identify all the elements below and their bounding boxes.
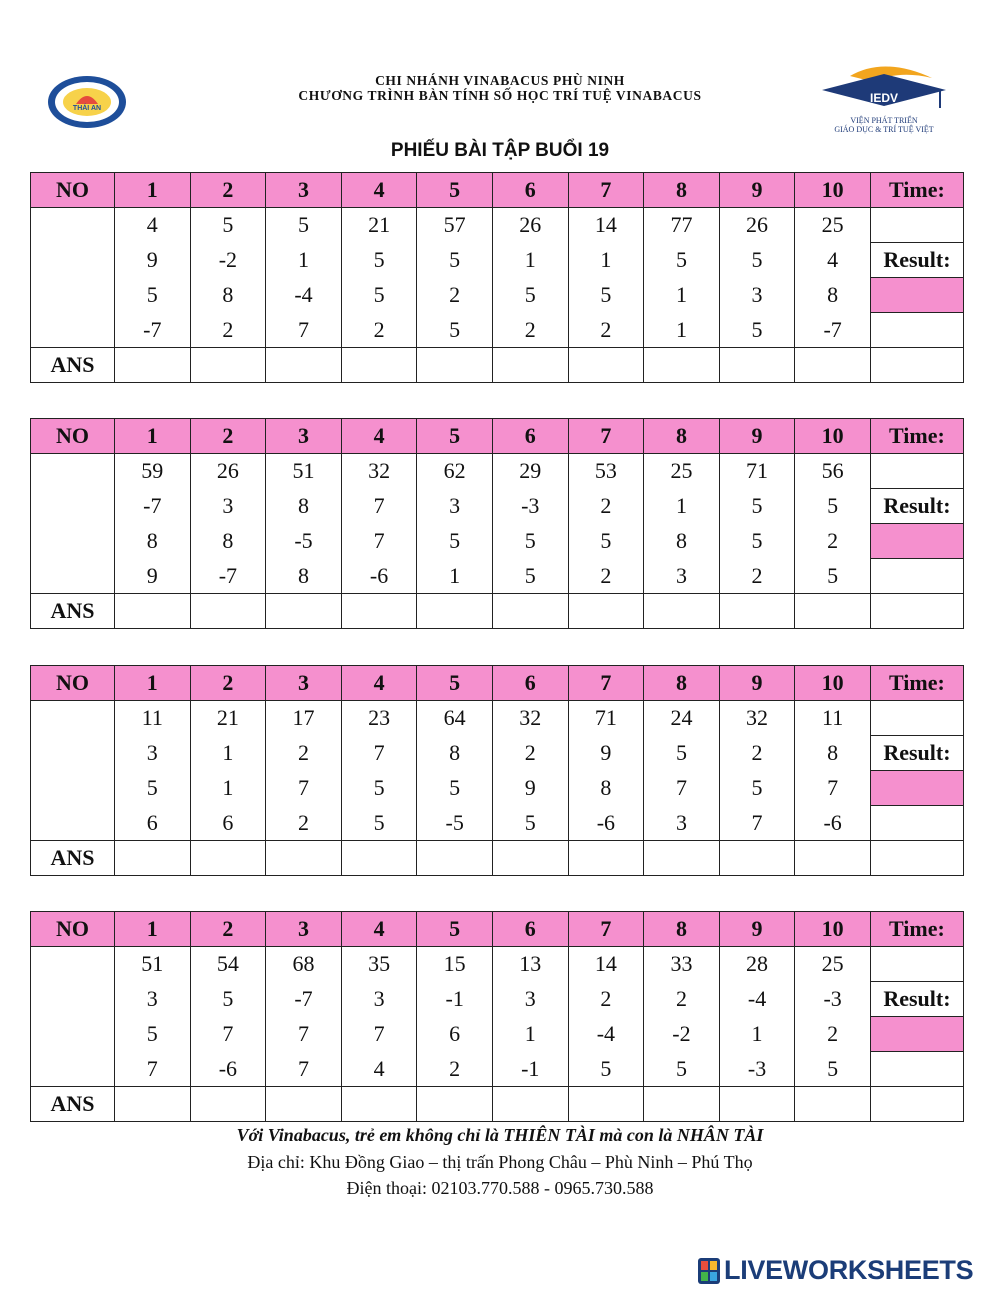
number-cell: -6 — [190, 1052, 266, 1087]
answer-input[interactable] — [795, 594, 871, 629]
number-cell: 4 — [115, 208, 191, 243]
column-number-cell: 5 — [417, 666, 493, 701]
ans-label: ANS — [31, 1087, 115, 1122]
number-cell: 1 — [644, 489, 720, 524]
column-number-cell: 2 — [190, 173, 266, 208]
answer-input[interactable] — [568, 594, 644, 629]
number-cell: 8 — [417, 736, 493, 771]
answer-input[interactable] — [341, 348, 417, 383]
number-cell: 26 — [719, 208, 795, 243]
column-number-cell: 3 — [266, 912, 342, 947]
answer-input[interactable] — [795, 348, 871, 383]
number-cell: 25 — [795, 208, 871, 243]
number-cell: 5 — [341, 771, 417, 806]
number-cell: 8 — [644, 524, 720, 559]
number-cell: -7 — [115, 313, 191, 348]
number-cell: 8 — [266, 489, 342, 524]
number-cell: 2 — [568, 489, 644, 524]
number-cell: 5 — [719, 243, 795, 278]
column-number-cell: 3 — [266, 173, 342, 208]
column-number-cell: 6 — [492, 419, 568, 454]
answer-input[interactable] — [795, 1087, 871, 1122]
column-number-cell: 5 — [417, 173, 493, 208]
worksheet-table-2 — [30, 418, 964, 629]
thai-an-logo-icon — [46, 74, 128, 130]
number-cell: 2 — [417, 1052, 493, 1087]
answer-input[interactable] — [644, 594, 720, 629]
number-cell: 15 — [417, 947, 493, 982]
number-cell: 8 — [190, 278, 266, 313]
column-number-cell: 1 — [115, 419, 191, 454]
no-header-cell: NO — [31, 912, 115, 947]
number-cell: 3 — [492, 982, 568, 1017]
column-number-cell: 10 — [795, 419, 871, 454]
number-cell: 5 — [492, 806, 568, 841]
column-number-cell: 6 — [492, 666, 568, 701]
number-cell: 5 — [492, 278, 568, 313]
number-cell: 8 — [795, 736, 871, 771]
footer-address: Địa chỉ: Khu Đồng Giao – thị trấn Phong Châu – Phù Ninh – Phú Thọ — [247, 1152, 753, 1172]
answer-input[interactable] — [115, 594, 191, 629]
number-cell: 3 — [190, 489, 266, 524]
worksheet-table-3 — [30, 665, 964, 876]
number-cell: 1 — [568, 243, 644, 278]
row-label-cell — [31, 701, 115, 841]
number-cell: 7 — [719, 806, 795, 841]
worksheet-table-1 — [30, 172, 964, 383]
svg-text:THÁI AN: THÁI AN — [72, 105, 102, 112]
number-cell: -4 — [266, 278, 342, 313]
number-cell: 2 — [568, 559, 644, 594]
no-header-cell: NO — [31, 666, 115, 701]
column-number-cell: 4 — [341, 666, 417, 701]
number-cell: -1 — [417, 982, 493, 1017]
answer-input[interactable] — [795, 841, 871, 876]
number-cell: 1 — [190, 771, 266, 806]
column-number-cell: 8 — [644, 912, 720, 947]
answer-input[interactable] — [190, 348, 266, 383]
number-cell: 32 — [341, 454, 417, 489]
number-cell: 7 — [266, 1052, 342, 1087]
ans-label: ANS — [31, 348, 115, 383]
number-cell: 17 — [266, 701, 342, 736]
result-label: Result: — [870, 982, 963, 1017]
number-cell: 62 — [417, 454, 493, 489]
answer-input[interactable] — [115, 841, 191, 876]
answer-input[interactable] — [266, 594, 342, 629]
number-cell: 8 — [266, 559, 342, 594]
answer-input[interactable] — [417, 594, 493, 629]
column-number-cell: 2 — [190, 666, 266, 701]
number-cell: 5 — [795, 559, 871, 594]
column-number-cell: 5 — [417, 419, 493, 454]
number-cell: 56 — [795, 454, 871, 489]
number-cell: 3 — [341, 982, 417, 1017]
answer-input[interactable] — [492, 348, 568, 383]
document-header — [0, 60, 1000, 140]
number-cell: -6 — [568, 806, 644, 841]
number-cell: 26 — [492, 208, 568, 243]
number-cell: 6 — [417, 1017, 493, 1052]
number-cell: 25 — [795, 947, 871, 982]
column-number-cell: 6 — [492, 912, 568, 947]
number-cell: 71 — [719, 454, 795, 489]
header-line-1: CHI NHÁNH VINABACUS PHÙ NINH — [375, 73, 625, 88]
number-cell: 14 — [568, 947, 644, 982]
number-cell: 8 — [115, 524, 191, 559]
footer-slogan: Với Vinabacus, trẻ em không chỉ là THIÊN TÀI mà con là NHÂN TÀI — [236, 1125, 764, 1145]
number-cell: 21 — [341, 208, 417, 243]
answer-input[interactable] — [341, 841, 417, 876]
column-number-cell: 10 — [795, 173, 871, 208]
time-input[interactable] — [870, 208, 963, 243]
number-cell: 1 — [190, 736, 266, 771]
blank-cell — [870, 559, 963, 594]
column-number-cell: 2 — [190, 912, 266, 947]
answer-input[interactable] — [190, 841, 266, 876]
number-cell: 5 — [719, 524, 795, 559]
time-label: Time: — [870, 666, 963, 701]
number-cell: -6 — [795, 806, 871, 841]
number-cell: 1 — [417, 559, 493, 594]
row-label-cell — [31, 947, 115, 1087]
number-cell: 5 — [644, 243, 720, 278]
blank-cell — [870, 1087, 963, 1122]
column-number-cell: 1 — [115, 173, 191, 208]
number-cell: 8 — [568, 771, 644, 806]
number-cell: 7 — [266, 771, 342, 806]
number-cell: 3 — [115, 982, 191, 1017]
number-cell: 9 — [568, 736, 644, 771]
column-number-cell: 4 — [341, 419, 417, 454]
worksheet-title: PHIẾU BÀI TẬP BUỔI 19 — [390, 140, 610, 161]
ans-label: ANS — [31, 841, 115, 876]
answer-input[interactable] — [417, 348, 493, 383]
number-cell: 7 — [341, 1017, 417, 1052]
number-cell: -7 — [190, 559, 266, 594]
number-cell: 32 — [719, 701, 795, 736]
answer-input[interactable] — [115, 1087, 191, 1122]
number-cell: 51 — [115, 947, 191, 982]
number-cell: 5 — [417, 243, 493, 278]
number-cell: 8 — [190, 524, 266, 559]
number-cell: 9 — [492, 771, 568, 806]
number-cell: 1 — [492, 243, 568, 278]
number-cell: -4 — [568, 1017, 644, 1052]
number-cell: 5 — [417, 313, 493, 348]
number-cell: 1 — [644, 313, 720, 348]
number-cell: 5 — [644, 1052, 720, 1087]
number-cell: 9 — [115, 559, 191, 594]
result-label: Result: — [870, 736, 963, 771]
number-cell: 4 — [795, 243, 871, 278]
worksheet-table-4 — [30, 911, 964, 1122]
answer-input[interactable] — [568, 841, 644, 876]
number-cell: 14 — [568, 208, 644, 243]
column-number-cell: 9 — [719, 173, 795, 208]
answer-input[interactable] — [719, 594, 795, 629]
number-cell: 5 — [417, 771, 493, 806]
number-cell: 2 — [795, 1017, 871, 1052]
number-cell: 2 — [190, 313, 266, 348]
column-number-cell: 8 — [644, 666, 720, 701]
column-number-cell: 7 — [568, 666, 644, 701]
number-cell: 5 — [115, 278, 191, 313]
time-label: Time: — [870, 419, 963, 454]
number-cell: 3 — [417, 489, 493, 524]
number-cell: 1 — [266, 243, 342, 278]
result-label: Result: — [870, 489, 963, 524]
number-cell: 35 — [341, 947, 417, 982]
column-number-cell: 9 — [719, 912, 795, 947]
answer-input[interactable] — [115, 348, 191, 383]
number-cell: -7 — [795, 313, 871, 348]
number-cell: 2 — [719, 736, 795, 771]
number-cell: 7 — [266, 313, 342, 348]
liveworksheets-text: LIVEWORKSHEETS — [724, 1255, 974, 1285]
number-cell: 53 — [568, 454, 644, 489]
row-label-cell — [31, 208, 115, 348]
result-input[interactable] — [870, 771, 963, 806]
result-input[interactable] — [870, 524, 963, 559]
iedv-logo-icon — [814, 60, 954, 136]
number-cell: 29 — [492, 454, 568, 489]
number-cell: 7 — [341, 524, 417, 559]
column-number-cell: 1 — [115, 666, 191, 701]
result-input[interactable] — [870, 278, 963, 313]
number-cell: 5 — [795, 489, 871, 524]
number-cell: -1 — [492, 1052, 568, 1087]
footer-phone: Điện thoại: 02103.770.588 - 0965.730.588 — [346, 1178, 654, 1198]
number-cell: 11 — [795, 701, 871, 736]
answer-input[interactable] — [719, 348, 795, 383]
number-cell: 11 — [115, 701, 191, 736]
number-cell: 13 — [492, 947, 568, 982]
number-cell: -5 — [266, 524, 342, 559]
answer-input[interactable] — [644, 841, 720, 876]
column-number-cell: 10 — [795, 912, 871, 947]
number-cell: 2 — [492, 313, 568, 348]
svg-text:IEDV: IEDV — [869, 91, 899, 105]
number-cell: 5 — [568, 1052, 644, 1087]
number-cell: 5 — [568, 524, 644, 559]
time-label: Time: — [870, 912, 963, 947]
number-cell: 5 — [266, 208, 342, 243]
number-cell: 5 — [719, 313, 795, 348]
column-number-cell: 3 — [266, 419, 342, 454]
number-cell: 5 — [341, 806, 417, 841]
number-cell: 2 — [795, 524, 871, 559]
column-number-cell: 8 — [644, 419, 720, 454]
answer-input[interactable] — [568, 1087, 644, 1122]
column-number-cell: 8 — [644, 173, 720, 208]
answer-input[interactable] — [568, 348, 644, 383]
blank-cell — [870, 594, 963, 629]
number-cell: 64 — [417, 701, 493, 736]
number-cell: 5 — [115, 1017, 191, 1052]
number-cell: -3 — [719, 1052, 795, 1087]
number-cell: 59 — [115, 454, 191, 489]
number-cell: 7 — [795, 771, 871, 806]
blank-cell — [870, 348, 963, 383]
number-cell: 68 — [266, 947, 342, 982]
answer-input[interactable] — [719, 1087, 795, 1122]
column-number-cell: 9 — [719, 666, 795, 701]
number-cell: 21 — [190, 701, 266, 736]
answer-input[interactable] — [492, 1087, 568, 1122]
number-cell: 2 — [417, 278, 493, 313]
number-cell: 3 — [644, 806, 720, 841]
answer-input[interactable] — [417, 1087, 493, 1122]
number-cell: -5 — [417, 806, 493, 841]
number-cell: 51 — [266, 454, 342, 489]
column-number-cell: 10 — [795, 666, 871, 701]
number-cell: 57 — [417, 208, 493, 243]
number-cell: 5 — [492, 559, 568, 594]
number-cell: 23 — [341, 701, 417, 736]
column-number-cell: 6 — [492, 173, 568, 208]
answer-input[interactable] — [341, 1087, 417, 1122]
column-number-cell: 1 — [115, 912, 191, 947]
no-header-cell: NO — [31, 419, 115, 454]
number-cell: -3 — [795, 982, 871, 1017]
number-cell: -2 — [190, 243, 266, 278]
number-cell: 33 — [644, 947, 720, 982]
number-cell: 5 — [492, 524, 568, 559]
number-cell: 9 — [115, 243, 191, 278]
column-number-cell: 7 — [568, 419, 644, 454]
number-cell: 2 — [568, 313, 644, 348]
number-cell: -7 — [115, 489, 191, 524]
number-cell: 1 — [644, 278, 720, 313]
column-number-cell: 4 — [341, 912, 417, 947]
number-cell: 32 — [492, 701, 568, 736]
number-cell: 5 — [190, 982, 266, 1017]
svg-text:GIÁO DỤC & TRÍ TUỆ VIỆT: GIÁO DỤC & TRÍ TUỆ VIỆT — [834, 125, 934, 134]
number-cell: 5 — [568, 278, 644, 313]
answer-input[interactable] — [266, 841, 342, 876]
svg-text:VIỆN PHÁT TRIỂN: VIỆN PHÁT TRIỂN — [850, 116, 918, 125]
number-cell: 26 — [190, 454, 266, 489]
ans-label: ANS — [31, 594, 115, 629]
number-cell: 7 — [266, 1017, 342, 1052]
number-cell: 3 — [719, 278, 795, 313]
number-cell: 28 — [719, 947, 795, 982]
blank-cell — [870, 313, 963, 348]
number-cell: 1 — [719, 1017, 795, 1052]
column-number-cell: 5 — [417, 912, 493, 947]
answer-input[interactable] — [266, 1087, 342, 1122]
answer-input[interactable] — [492, 594, 568, 629]
number-cell: 5 — [190, 208, 266, 243]
number-cell: 8 — [795, 278, 871, 313]
number-cell: 7 — [644, 771, 720, 806]
column-number-cell: 3 — [266, 666, 342, 701]
answer-input[interactable] — [644, 1087, 720, 1122]
number-cell: 4 — [341, 1052, 417, 1087]
number-cell: 1 — [492, 1017, 568, 1052]
number-cell: 2 — [644, 982, 720, 1017]
answer-input[interactable] — [644, 348, 720, 383]
time-input[interactable] — [870, 701, 963, 736]
time-input[interactable] — [870, 454, 963, 489]
number-cell: 2 — [492, 736, 568, 771]
number-cell: -7 — [266, 982, 342, 1017]
answer-input[interactable] — [266, 348, 342, 383]
number-cell: 3 — [115, 736, 191, 771]
column-number-cell: 7 — [568, 173, 644, 208]
number-cell: 5 — [341, 278, 417, 313]
number-cell: -6 — [341, 559, 417, 594]
number-cell: 7 — [341, 736, 417, 771]
number-cell: -2 — [644, 1017, 720, 1052]
liveworksheets-brand[interactable] — [698, 1255, 998, 1285]
result-label: Result: — [870, 243, 963, 278]
number-cell: 25 — [644, 454, 720, 489]
number-cell: 2 — [266, 736, 342, 771]
number-cell: 5 — [417, 524, 493, 559]
number-cell: 2 — [266, 806, 342, 841]
number-cell: 2 — [719, 559, 795, 594]
number-cell: 7 — [341, 489, 417, 524]
time-input[interactable] — [870, 947, 963, 982]
number-cell: -4 — [719, 982, 795, 1017]
blank-cell — [870, 1052, 963, 1087]
column-number-cell: 4 — [341, 173, 417, 208]
number-cell: 5 — [115, 771, 191, 806]
number-cell: 5 — [795, 1052, 871, 1087]
result-input[interactable] — [870, 1017, 963, 1052]
column-number-cell: 7 — [568, 912, 644, 947]
number-cell: 5 — [719, 771, 795, 806]
number-cell: 6 — [190, 806, 266, 841]
answer-input[interactable] — [719, 841, 795, 876]
answer-input[interactable] — [190, 594, 266, 629]
answer-input[interactable] — [190, 1087, 266, 1122]
number-cell: 54 — [190, 947, 266, 982]
number-cell: 3 — [644, 559, 720, 594]
number-cell: 6 — [115, 806, 191, 841]
row-label-cell — [31, 454, 115, 594]
header-line-2: CHƯƠNG TRÌNH BÀN TÍNH SỐ HỌC TRÍ TUỆ VINABACUS — [298, 88, 702, 103]
column-number-cell: 9 — [719, 419, 795, 454]
number-cell: 2 — [341, 313, 417, 348]
number-cell: -3 — [492, 489, 568, 524]
number-cell: 24 — [644, 701, 720, 736]
answer-input[interactable] — [341, 594, 417, 629]
blank-cell — [870, 841, 963, 876]
answer-input[interactable] — [417, 841, 493, 876]
number-cell: 71 — [568, 701, 644, 736]
number-cell: 5 — [644, 736, 720, 771]
time-label: Time: — [870, 173, 963, 208]
number-cell: 5 — [719, 489, 795, 524]
column-number-cell: 2 — [190, 419, 266, 454]
answer-input[interactable] — [492, 841, 568, 876]
number-cell: 77 — [644, 208, 720, 243]
number-cell: 7 — [115, 1052, 191, 1087]
blank-cell — [870, 806, 963, 841]
no-header-cell: NO — [31, 173, 115, 208]
number-cell: 7 — [190, 1017, 266, 1052]
number-cell: 2 — [568, 982, 644, 1017]
liveworksheets-badge-icon — [698, 1258, 720, 1284]
number-cell: 5 — [341, 243, 417, 278]
